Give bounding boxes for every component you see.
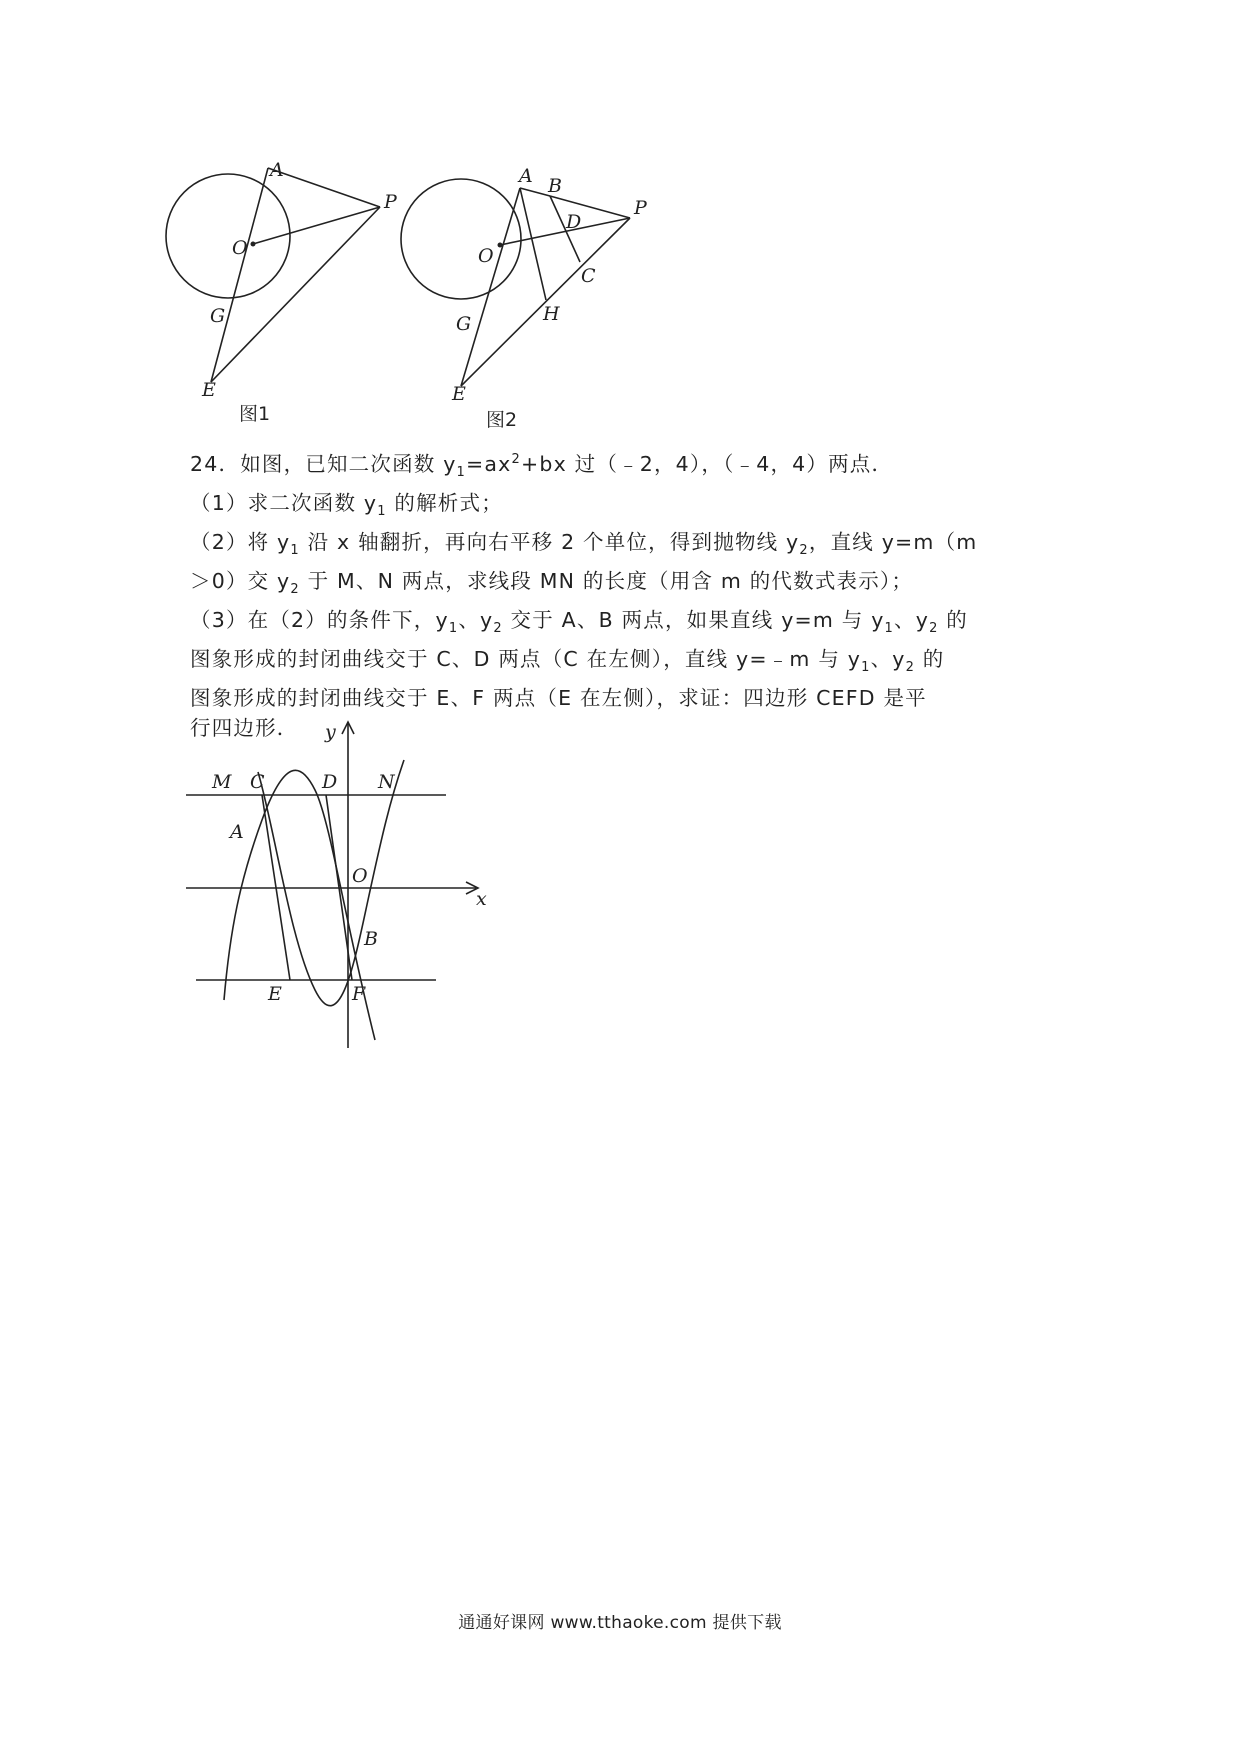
fig2-segment-op xyxy=(500,218,630,245)
fig2-caption: 图2 xyxy=(486,409,518,431)
fig3-segment-df xyxy=(326,795,352,980)
fig3-label-m: M xyxy=(212,771,232,793)
fig1-center-dot xyxy=(251,242,256,247)
fig2-center-dot xyxy=(498,243,503,248)
fig2-segment-bp xyxy=(550,196,630,218)
fig3-label-b: B xyxy=(364,928,378,950)
fig3-label-y: y xyxy=(325,721,336,743)
problem-24 xyxy=(190,445,1050,743)
fig2-segment-ab xyxy=(520,188,550,196)
fig2-label-e: E xyxy=(452,383,466,405)
fig1-segment-ae xyxy=(211,168,268,382)
fig3-label-n: N xyxy=(378,771,395,793)
fig1-label-e: E xyxy=(202,379,216,401)
figure-1-svg xyxy=(0,0,1240,440)
problem-part-2: （2）将 $y_1$ 沿 x 轴翻折，再向右平移 2 个单位，得到抛物线 $y_2$，直线 y=m（m ＞0）交 $y_2$ 于 M、N 两点，求线段 MN 的长度（用含 m 的代数式表示）； xyxy=(190,530,978,598)
fig3-label-e: E xyxy=(268,983,282,1005)
problem-part-1: （1）求二次函数 $y_1$ 的解析式； xyxy=(190,490,503,520)
fig2-label-h: H xyxy=(543,303,560,325)
problem-part-3: （3）在（2）的条件下，$y_1$、$y_2$ 交于 A、B 两点，如果直线 y=m 与 $y_1$、$y_2$ 的 图象形成的封闭曲线交于 C、D 两点（C 在左侧），直线 y=﹣m 与 $y_1$、$y_2$ 的 图象形成的封闭曲线交于 E、F 两点（E 在左侧），求证：四边形 CEFD 是平 行四边形． xyxy=(190,608,968,741)
fig2-label-p: P xyxy=(634,197,647,219)
fig3-label-x: x xyxy=(476,888,487,910)
fig1-label-p: P xyxy=(384,191,397,213)
figure-1 xyxy=(0,0,1240,440)
fig2-label-d: D xyxy=(566,211,582,233)
fig2-label-g: G xyxy=(456,313,472,335)
fig2-label-o: O xyxy=(478,245,494,267)
fig1-segment-op xyxy=(253,207,380,244)
fig1-label-g: G xyxy=(210,305,226,327)
fig3-label-o: O xyxy=(352,865,368,887)
fig2-label-a: A xyxy=(519,165,533,187)
fig1-segment-ap xyxy=(268,168,380,207)
fig1-caption: 图1 xyxy=(239,403,271,425)
fig1-circle xyxy=(166,174,290,298)
fig2-segment-ah xyxy=(520,188,546,300)
fig1-segment-pe xyxy=(211,207,380,382)
fig3-label-d: D xyxy=(322,771,338,793)
fig1-label-a: A xyxy=(270,159,284,181)
fig3-parabola-y2 xyxy=(258,760,404,1006)
fig3-segment-ce xyxy=(262,795,290,980)
fig2-label-c: C xyxy=(581,265,596,287)
problem-intro: 24．如图，已知二次函数 $y_1=ax^2+bx$ 过（﹣2，4），（﹣4，4）两点． xyxy=(190,451,894,480)
footer-credit: 通通好课网 www.tthaoke.com 提供下载 xyxy=(458,1613,782,1633)
fig1-label-o: O xyxy=(232,237,248,259)
fig2-circle xyxy=(401,179,521,299)
fig3-label-c: C xyxy=(250,771,265,793)
fig3-label-f: F xyxy=(352,983,366,1005)
fig3-parabola-y1 xyxy=(224,770,375,1040)
fig3-label-a: A xyxy=(230,821,244,843)
fig3-x-arrow xyxy=(466,882,478,894)
problem-number: 24． xyxy=(190,451,241,476)
fig2-label-b: B xyxy=(548,175,562,197)
